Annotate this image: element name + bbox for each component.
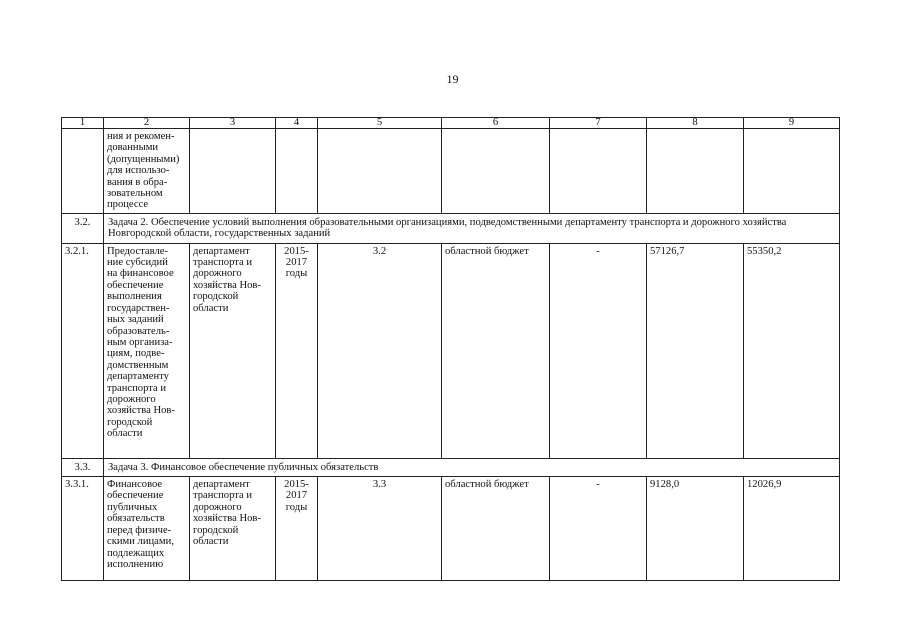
column-number-row [62,118,840,129]
item-target: 3.2 [318,243,442,458]
column-header: 6 [442,118,550,129]
continuation-row [62,129,840,214]
item-name: Предоставле- ние субсидий на финансовое обеспечение выполнения государствен- ных заданий образователь- ным организа- циям, подве- домственным департаменту транспорта и дорожного хозяйства Нов- городской области [104,243,190,458]
column-header: 7 [550,118,647,129]
item-number: 3.2.1. [62,243,104,458]
task-row [62,213,840,243]
column-header: 4 [276,118,318,129]
column-header: 8 [647,118,744,129]
item-source: областной бюджет [442,477,550,581]
item-period: 2015- 2017 годы [276,477,318,581]
column-header: 1 [62,118,104,129]
program-table [61,117,840,581]
table-row [62,477,840,581]
task-text: Задача 3. Финансовое обеспечение публичных обязательств [104,458,840,476]
item-period: 2015- 2017 годы [276,243,318,458]
item-col9: 12026,9 [744,477,840,581]
item-source: областной бюджет [442,243,550,458]
column-header: 3 [190,118,276,129]
column-header: 2 [104,118,190,129]
item-col8: 9128,0 [647,477,744,581]
item-number: 3.3.1. [62,477,104,581]
item-executor: департамент транспорта и дорожного хозяйства Нов- городской области [190,477,276,581]
task-text: Задача 2. Обеспечение условий выполнения образовательными организациями, подведомственными департаменту транспорта и дорожного хозяйства Новгородской области, государственных заданий [104,213,840,243]
task-number: 3.2. [62,213,104,243]
table-row [62,243,840,458]
page-number: 19 [446,72,459,86]
item-executor: департамент транспорта и дорожного хозяйства Нов- городской области [190,243,276,458]
item-col8: 57126,7 [647,243,744,458]
task-row [62,458,840,476]
column-header: 5 [318,118,442,129]
item-col7: - [550,243,647,458]
task-number: 3.3. [62,458,104,476]
item-col7: - [550,477,647,581]
item-target: 3.3 [318,477,442,581]
item-col9: 55350,2 [744,243,840,458]
item-name: Финансовое обеспечение публичных обязательств перед физиче- скими лицами, подлежащих исполнению [104,477,190,581]
column-header: 9 [744,118,840,129]
continued-name-cell: ния и рекомен- дованными (допущенными) для использо- вания в обра- зовательном процессе [104,129,190,214]
